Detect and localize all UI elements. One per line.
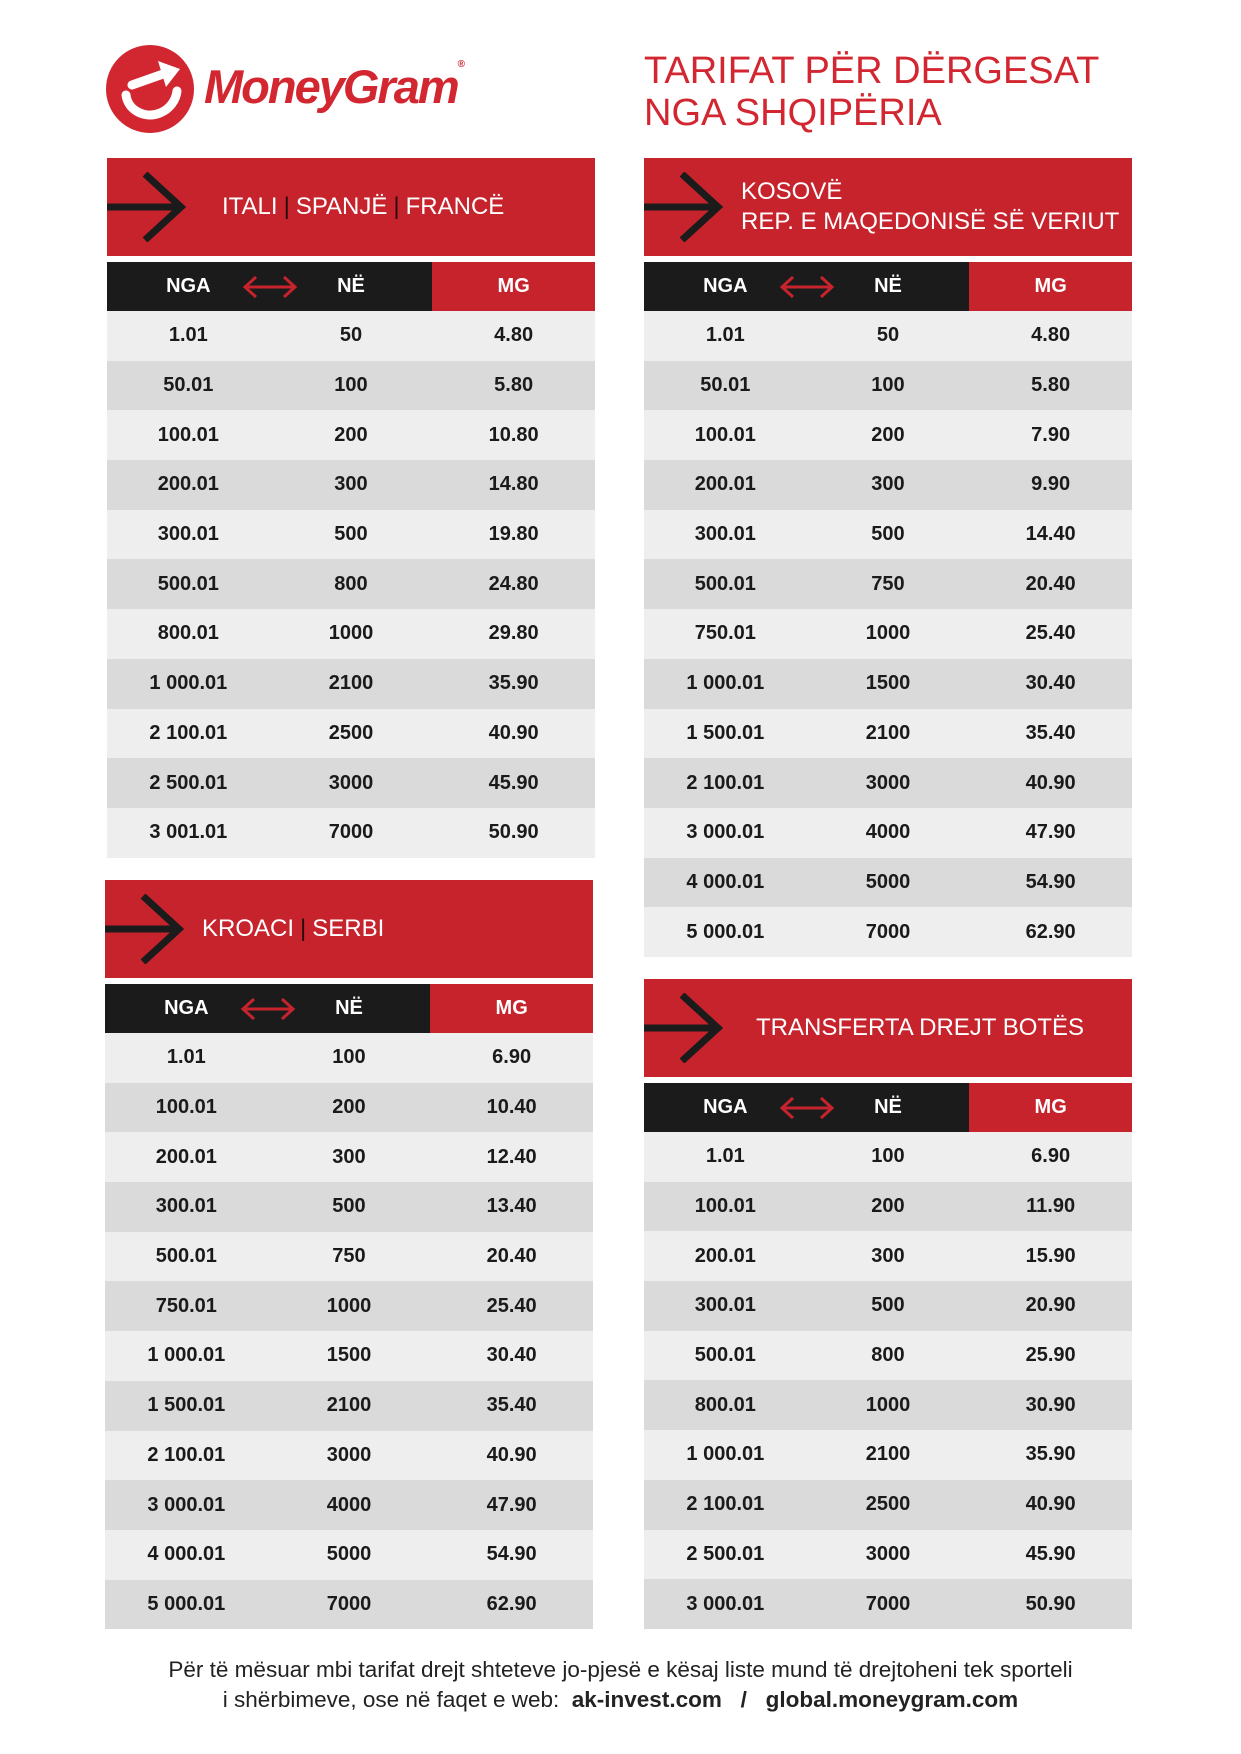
table-row bbox=[107, 510, 595, 560]
cell-to: 2100 bbox=[326, 1394, 372, 1417]
cell-from: 3 000.01 bbox=[686, 821, 765, 844]
table-row bbox=[107, 361, 595, 411]
cell-from: 3 000.01 bbox=[686, 1592, 765, 1615]
divider: / bbox=[740, 1687, 747, 1712]
cell-fee: 20.90 bbox=[1025, 1294, 1076, 1317]
table-row bbox=[105, 1182, 593, 1232]
country-label: ITALI bbox=[222, 193, 278, 220]
cell-fee: 14.80 bbox=[488, 473, 539, 496]
moneygram-arrow-logo-icon bbox=[106, 45, 194, 133]
rate-table-croatia-serbia bbox=[105, 880, 593, 1629]
double-arrow-icon bbox=[240, 274, 300, 300]
cell-to: 1500 bbox=[326, 1344, 372, 1367]
cell-from: 50.01 bbox=[163, 374, 214, 397]
cell-from: 2 500.01 bbox=[149, 771, 228, 794]
table-row bbox=[105, 1530, 593, 1580]
cell-fee: 9.90 bbox=[1031, 473, 1071, 496]
cell-fee: 30.40 bbox=[486, 1344, 537, 1367]
cell-fee: 4.80 bbox=[494, 324, 534, 347]
column-header-fee: MG bbox=[430, 984, 593, 1033]
table-row bbox=[644, 1530, 1132, 1580]
table-row bbox=[107, 808, 595, 858]
cell-to: 100 bbox=[871, 374, 905, 397]
table-row bbox=[644, 361, 1132, 411]
cell-to: 2100 bbox=[865, 721, 911, 744]
cell-from: 4 000.01 bbox=[686, 870, 765, 893]
column-header-to: NË bbox=[270, 262, 433, 311]
cell-to: 800 bbox=[871, 1344, 905, 1367]
footer-prefix: i shërbimeve, ose në faqet e web: bbox=[222, 1687, 560, 1712]
cell-to: 200 bbox=[871, 423, 905, 446]
cell-fee: 20.40 bbox=[1025, 572, 1076, 595]
table-row bbox=[644, 1380, 1132, 1430]
cell-fee: 62.90 bbox=[1025, 920, 1076, 943]
destination-countries bbox=[202, 914, 384, 944]
column-header-fee: MG bbox=[969, 262, 1132, 311]
cell-to: 200 bbox=[871, 1195, 905, 1218]
column-headers bbox=[644, 262, 1132, 311]
column-headers bbox=[644, 1083, 1132, 1132]
column-header-fee: MG bbox=[969, 1083, 1132, 1132]
cell-from: 3 001.01 bbox=[149, 821, 228, 844]
cell-from: 1 000.01 bbox=[149, 672, 228, 695]
destination-title: TRANSFERTA DREJT BOTËS bbox=[756, 1014, 1085, 1041]
cell-from: 5 000.01 bbox=[686, 920, 765, 943]
cell-from: 4 000.01 bbox=[147, 1543, 226, 1566]
cell-fee: 54.90 bbox=[1025, 870, 1076, 893]
column-header-from: NGA bbox=[107, 262, 270, 311]
column-header-from: NGA bbox=[644, 262, 807, 311]
table-row bbox=[644, 1430, 1132, 1480]
cell-from: 300.01 bbox=[694, 523, 756, 546]
column-headers bbox=[105, 984, 593, 1033]
cell-to: 800 bbox=[334, 572, 368, 595]
double-arrow-icon bbox=[777, 274, 837, 300]
table-rows bbox=[644, 311, 1132, 957]
cell-to: 7000 bbox=[865, 1592, 911, 1615]
cell-to: 200 bbox=[332, 1096, 366, 1119]
double-arrow-icon bbox=[238, 996, 298, 1022]
cell-to: 2500 bbox=[865, 1493, 911, 1516]
separator: | bbox=[300, 915, 307, 942]
cell-from: 500.01 bbox=[155, 1245, 217, 1268]
cell-from: 1 500.01 bbox=[686, 721, 765, 744]
cell-from: 1.01 bbox=[705, 324, 745, 347]
cell-to: 1500 bbox=[865, 672, 911, 695]
table-row bbox=[644, 709, 1132, 759]
column-header-to: NË bbox=[268, 984, 431, 1033]
table-header-banner bbox=[644, 158, 1132, 256]
column-header-from: NGA bbox=[644, 1083, 807, 1132]
cell-from: 2 100.01 bbox=[147, 1443, 226, 1466]
rate-table-worldwide bbox=[644, 979, 1132, 1629]
cell-from: 5 000.01 bbox=[147, 1592, 226, 1615]
table-row bbox=[644, 311, 1132, 361]
table-row bbox=[105, 1381, 593, 1431]
cell-to: 50 bbox=[876, 324, 900, 347]
table-header-banner bbox=[644, 979, 1132, 1077]
cell-to: 500 bbox=[332, 1195, 366, 1218]
cell-from: 100.01 bbox=[694, 423, 756, 446]
cell-to: 1000 bbox=[326, 1294, 372, 1317]
table-row bbox=[105, 1431, 593, 1481]
cell-to: 3000 bbox=[326, 1443, 372, 1466]
column-header-fee: MG bbox=[432, 262, 595, 311]
cell-to: 4000 bbox=[865, 821, 911, 844]
cell-fee: 29.80 bbox=[488, 622, 539, 645]
cell-from: 200.01 bbox=[157, 473, 219, 496]
table-row bbox=[644, 460, 1132, 510]
table-row bbox=[644, 808, 1132, 858]
link-ak-invest[interactable]: ak-invest.com bbox=[571, 1687, 722, 1712]
cell-from: 1 000.01 bbox=[686, 672, 765, 695]
cell-to: 100 bbox=[334, 374, 368, 397]
cell-from: 2 100.01 bbox=[149, 721, 228, 744]
table-row bbox=[644, 758, 1132, 808]
cell-from: 500.01 bbox=[694, 572, 756, 595]
cell-to: 3000 bbox=[865, 1542, 911, 1565]
table-row bbox=[107, 609, 595, 659]
cell-from: 2 500.01 bbox=[686, 1542, 765, 1565]
cell-to: 1000 bbox=[865, 1393, 911, 1416]
cell-fee: 47.90 bbox=[486, 1493, 537, 1516]
table-row bbox=[107, 410, 595, 460]
cell-from: 200.01 bbox=[694, 473, 756, 496]
cell-from: 750.01 bbox=[155, 1294, 217, 1317]
cell-to: 5000 bbox=[326, 1543, 372, 1566]
cell-to: 2500 bbox=[328, 721, 374, 744]
cell-from: 1 500.01 bbox=[147, 1394, 226, 1417]
arrow-right-icon bbox=[107, 172, 187, 242]
cell-fee: 45.90 bbox=[488, 771, 539, 794]
column-headers bbox=[107, 262, 595, 311]
link-global-moneygram[interactable]: global.moneygram.com bbox=[765, 1687, 1019, 1712]
cell-to: 750 bbox=[332, 1245, 366, 1268]
cell-to: 3000 bbox=[865, 771, 911, 794]
cell-fee: 13.40 bbox=[486, 1195, 537, 1218]
table-row bbox=[107, 559, 595, 609]
table-rows bbox=[107, 311, 595, 858]
cell-from: 500.01 bbox=[694, 1344, 756, 1367]
column-header-from: NGA bbox=[105, 984, 268, 1033]
table-row bbox=[644, 858, 1132, 908]
cell-to: 7000 bbox=[328, 821, 374, 844]
separator: | bbox=[283, 193, 290, 220]
cell-from: 800.01 bbox=[694, 1393, 756, 1416]
cell-to: 2100 bbox=[865, 1443, 911, 1466]
cell-fee: 7.90 bbox=[1031, 423, 1071, 446]
cell-fee: 6.90 bbox=[492, 1046, 532, 1069]
cell-from: 200.01 bbox=[694, 1244, 756, 1267]
cell-to: 750 bbox=[871, 572, 905, 595]
cell-fee: 5.80 bbox=[1031, 374, 1071, 397]
page-title-line-2: NGA SHQIPËRIA bbox=[644, 92, 942, 134]
cell-fee: 25.40 bbox=[486, 1294, 537, 1317]
page-title bbox=[644, 50, 1204, 134]
cell-to: 300 bbox=[871, 473, 905, 496]
country-label: FRANCË bbox=[405, 193, 505, 220]
cell-fee: 40.90 bbox=[1025, 1493, 1076, 1516]
cell-fee: 11.90 bbox=[1026, 1195, 1076, 1218]
cell-from: 2 100.01 bbox=[686, 771, 765, 794]
table-row bbox=[105, 1281, 593, 1331]
cell-fee: 30.40 bbox=[1025, 672, 1076, 695]
cell-fee: 15.90 bbox=[1025, 1244, 1076, 1267]
cell-fee: 19.80 bbox=[488, 523, 539, 546]
cell-from: 1 000.01 bbox=[147, 1344, 226, 1367]
cell-to: 50 bbox=[339, 324, 363, 347]
table-row bbox=[644, 907, 1132, 957]
table-row bbox=[105, 1480, 593, 1530]
cell-to: 300 bbox=[871, 1244, 905, 1267]
cell-to: 5000 bbox=[865, 870, 911, 893]
cell-from: 50.01 bbox=[700, 374, 751, 397]
cell-from: 1.01 bbox=[166, 1046, 206, 1069]
cell-fee: 35.90 bbox=[1025, 1443, 1076, 1466]
cell-fee: 40.90 bbox=[486, 1443, 537, 1466]
cell-fee: 6.90 bbox=[1031, 1145, 1071, 1168]
cell-from: 750.01 bbox=[694, 622, 756, 645]
destination-countries bbox=[741, 177, 1119, 237]
column-header-to: NË bbox=[807, 1083, 970, 1132]
cell-fee: 35.40 bbox=[486, 1394, 537, 1417]
column-header-to: NË bbox=[807, 262, 970, 311]
double-arrow-icon bbox=[777, 1095, 837, 1121]
table-row bbox=[644, 1132, 1132, 1182]
cell-fee: 50.90 bbox=[488, 821, 539, 844]
table-row bbox=[105, 1580, 593, 1630]
arrow-right-icon bbox=[644, 993, 724, 1063]
table-row bbox=[644, 609, 1132, 659]
cell-fee: 25.40 bbox=[1025, 622, 1076, 645]
cell-from: 300.01 bbox=[694, 1294, 756, 1317]
cell-fee: 50.90 bbox=[1025, 1592, 1076, 1615]
cell-to: 2100 bbox=[328, 672, 374, 695]
cell-from: 200.01 bbox=[155, 1145, 217, 1168]
table-row bbox=[107, 460, 595, 510]
country-label: KROACI bbox=[202, 915, 295, 942]
cell-from: 1.01 bbox=[705, 1145, 745, 1168]
table-row bbox=[644, 1281, 1132, 1331]
table-row bbox=[644, 410, 1132, 460]
cell-from: 500.01 bbox=[157, 572, 219, 595]
arrow-right-icon bbox=[105, 894, 185, 964]
cell-fee: 10.40 bbox=[486, 1096, 537, 1119]
table-row bbox=[107, 311, 595, 361]
cell-to: 1000 bbox=[328, 622, 374, 645]
table-row bbox=[105, 1083, 593, 1133]
table-row bbox=[644, 1231, 1132, 1281]
cell-from: 300.01 bbox=[157, 523, 219, 546]
cell-fee: 62.90 bbox=[486, 1592, 537, 1615]
cell-fee: 4.80 bbox=[1031, 324, 1071, 347]
country-label: KOSOVË bbox=[741, 178, 843, 205]
cell-to: 200 bbox=[334, 423, 368, 446]
cell-fee: 45.90 bbox=[1025, 1542, 1076, 1565]
table-rows bbox=[644, 1132, 1132, 1629]
destination-countries bbox=[222, 192, 504, 222]
cell-fee: 20.40 bbox=[486, 1245, 537, 1268]
country-label: SPANJË bbox=[295, 193, 388, 220]
table-row bbox=[644, 559, 1132, 609]
page-title-line-1: TARIFAT PËR DËRGESAT bbox=[644, 50, 1100, 92]
separator: | bbox=[393, 193, 400, 220]
cell-to: 100 bbox=[332, 1046, 366, 1069]
table-row bbox=[105, 1033, 593, 1083]
cell-from: 800.01 bbox=[157, 622, 219, 645]
cell-to: 500 bbox=[334, 523, 368, 546]
cell-from: 1 000.01 bbox=[686, 1443, 765, 1466]
cell-from: 100.01 bbox=[155, 1096, 217, 1119]
cell-fee: 24.80 bbox=[488, 572, 539, 595]
cell-to: 300 bbox=[332, 1145, 366, 1168]
table-row bbox=[107, 659, 595, 709]
table-row bbox=[105, 1132, 593, 1182]
cell-from: 300.01 bbox=[155, 1195, 217, 1218]
table-row bbox=[105, 1232, 593, 1282]
cell-to: 500 bbox=[871, 1294, 905, 1317]
cell-to: 1000 bbox=[865, 622, 911, 645]
cell-from: 100.01 bbox=[157, 423, 219, 446]
country-label: REP. E MAQEDONISË SË VERIUT bbox=[741, 208, 1120, 235]
table-row bbox=[644, 510, 1132, 560]
table-rows bbox=[105, 1033, 593, 1629]
cell-fee: 14.40 bbox=[1025, 523, 1076, 546]
rate-table-italy-spain-france bbox=[107, 158, 595, 858]
table-row bbox=[107, 758, 595, 808]
cell-to: 100 bbox=[871, 1145, 905, 1168]
rate-table-kosovo-north-macedonia bbox=[644, 158, 1132, 957]
arrow-right-icon bbox=[644, 172, 724, 242]
cell-fee: 47.90 bbox=[1025, 821, 1076, 844]
cell-fee: 40.90 bbox=[1025, 771, 1076, 794]
brand-wordmark: MoneyGram® bbox=[204, 59, 466, 113]
cell-fee: 54.90 bbox=[486, 1543, 537, 1566]
cell-from: 1.01 bbox=[168, 324, 208, 347]
cell-to: 7000 bbox=[326, 1592, 372, 1615]
table-row bbox=[644, 1480, 1132, 1530]
table-row bbox=[107, 709, 595, 759]
cell-fee: 30.90 bbox=[1025, 1393, 1076, 1416]
cell-fee: 40.90 bbox=[488, 721, 539, 744]
table-header-banner bbox=[105, 880, 593, 978]
cell-fee: 35.90 bbox=[488, 672, 539, 695]
cell-fee: 5.80 bbox=[494, 374, 534, 397]
cell-fee: 12.40 bbox=[486, 1145, 537, 1168]
cell-to: 4000 bbox=[326, 1493, 372, 1516]
country-label: SERBI bbox=[312, 915, 385, 942]
cell-to: 300 bbox=[334, 473, 368, 496]
cell-fee: 35.40 bbox=[1025, 721, 1076, 744]
table-row bbox=[644, 1182, 1132, 1232]
footer-note bbox=[60, 1655, 1181, 1715]
footer-line-1: Për të mësuar mbi tarifat drejt shteteve jo-pjesë e kësaj liste mund të drejtoheni tek sporteli bbox=[168, 1657, 1073, 1682]
table-header-banner bbox=[107, 158, 595, 256]
moneygram-logo bbox=[106, 45, 506, 135]
table-row bbox=[644, 1331, 1132, 1381]
table-row bbox=[105, 1331, 593, 1381]
cell-to: 7000 bbox=[865, 920, 911, 943]
footer-line-2 bbox=[60, 1685, 1181, 1715]
table-row bbox=[644, 659, 1132, 709]
cell-fee: 25.90 bbox=[1025, 1344, 1076, 1367]
cell-to: 3000 bbox=[328, 771, 374, 794]
table-row bbox=[644, 1579, 1132, 1629]
cell-from: 3 000.01 bbox=[147, 1493, 226, 1516]
cell-to: 500 bbox=[871, 523, 905, 546]
cell-fee: 10.80 bbox=[488, 423, 539, 446]
cell-from: 100.01 bbox=[694, 1195, 756, 1218]
cell-from: 2 100.01 bbox=[686, 1493, 765, 1516]
